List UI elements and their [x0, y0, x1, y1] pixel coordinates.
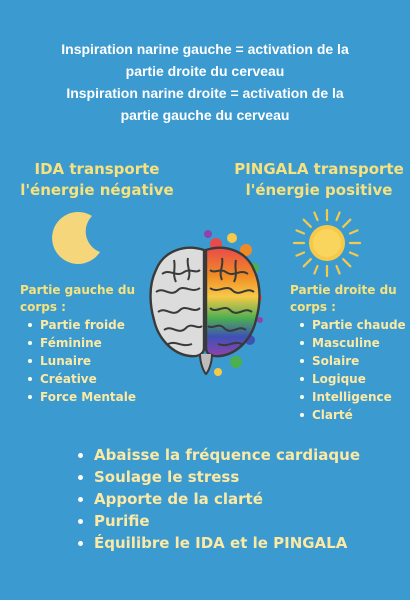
pingala-trait-item: Intelligence	[296, 388, 406, 406]
benefit-item: Équilibre le IDA et le PINGALA	[76, 532, 360, 554]
ida-trait-item: Partie froide	[24, 316, 136, 334]
pingala-title	[224, 159, 410, 201]
pingala-title-line: PINGALA transporte	[234, 160, 404, 178]
ida-traits-list	[24, 316, 136, 406]
pingala-body-heading	[290, 282, 402, 316]
brain-illustration	[146, 228, 264, 378]
benefit-item: Abaisse la fréquence cardiaque	[76, 444, 360, 466]
pingala-trait-item: Logique	[296, 370, 406, 388]
intro-line: partie gauche du cerveau	[120, 107, 290, 123]
intro-line: Inspiration narine droite = activation de la	[66, 85, 344, 101]
ida-body-heading	[20, 282, 142, 316]
benefits-list	[76, 444, 360, 554]
pingala-trait-item: Partie chaude	[296, 316, 406, 334]
pingala-traits-list	[296, 316, 406, 424]
ida-body-heading-line: corps :	[20, 300, 66, 314]
benefit-item: Soulage le stress	[76, 466, 360, 488]
pingala-body-heading-line: Partie droite du	[290, 283, 397, 297]
ida-title-line: l'énergie négative	[20, 181, 174, 199]
crescent-moon-icon	[48, 208, 108, 268]
intro-line: partie droite du cerveau	[125, 63, 285, 79]
benefit-item: Purifie	[76, 510, 360, 532]
benefit-item: Apporte de la clarté	[76, 488, 360, 510]
ida-title-line: IDA transporte	[34, 160, 160, 178]
ida-body-heading-line: Partie gauche du	[20, 283, 135, 297]
pingala-trait-item: Masculine	[296, 334, 406, 352]
ida-trait-item: Force Mentale	[24, 388, 136, 406]
intro-text	[0, 38, 410, 126]
pingala-body-heading-line: corps :	[290, 300, 336, 314]
ida-title	[2, 159, 192, 201]
intro-line: Inspiration narine gauche = activation de la	[61, 41, 349, 57]
ida-trait-item: Lunaire	[24, 352, 136, 370]
pingala-trait-item: Clarté	[296, 406, 406, 424]
ida-trait-item: Créative	[24, 370, 136, 388]
ida-trait-item: Féminine	[24, 334, 136, 352]
sun-icon	[291, 207, 363, 279]
pingala-title-line: l'énergie positive	[245, 181, 393, 199]
pingala-trait-item: Solaire	[296, 352, 406, 370]
